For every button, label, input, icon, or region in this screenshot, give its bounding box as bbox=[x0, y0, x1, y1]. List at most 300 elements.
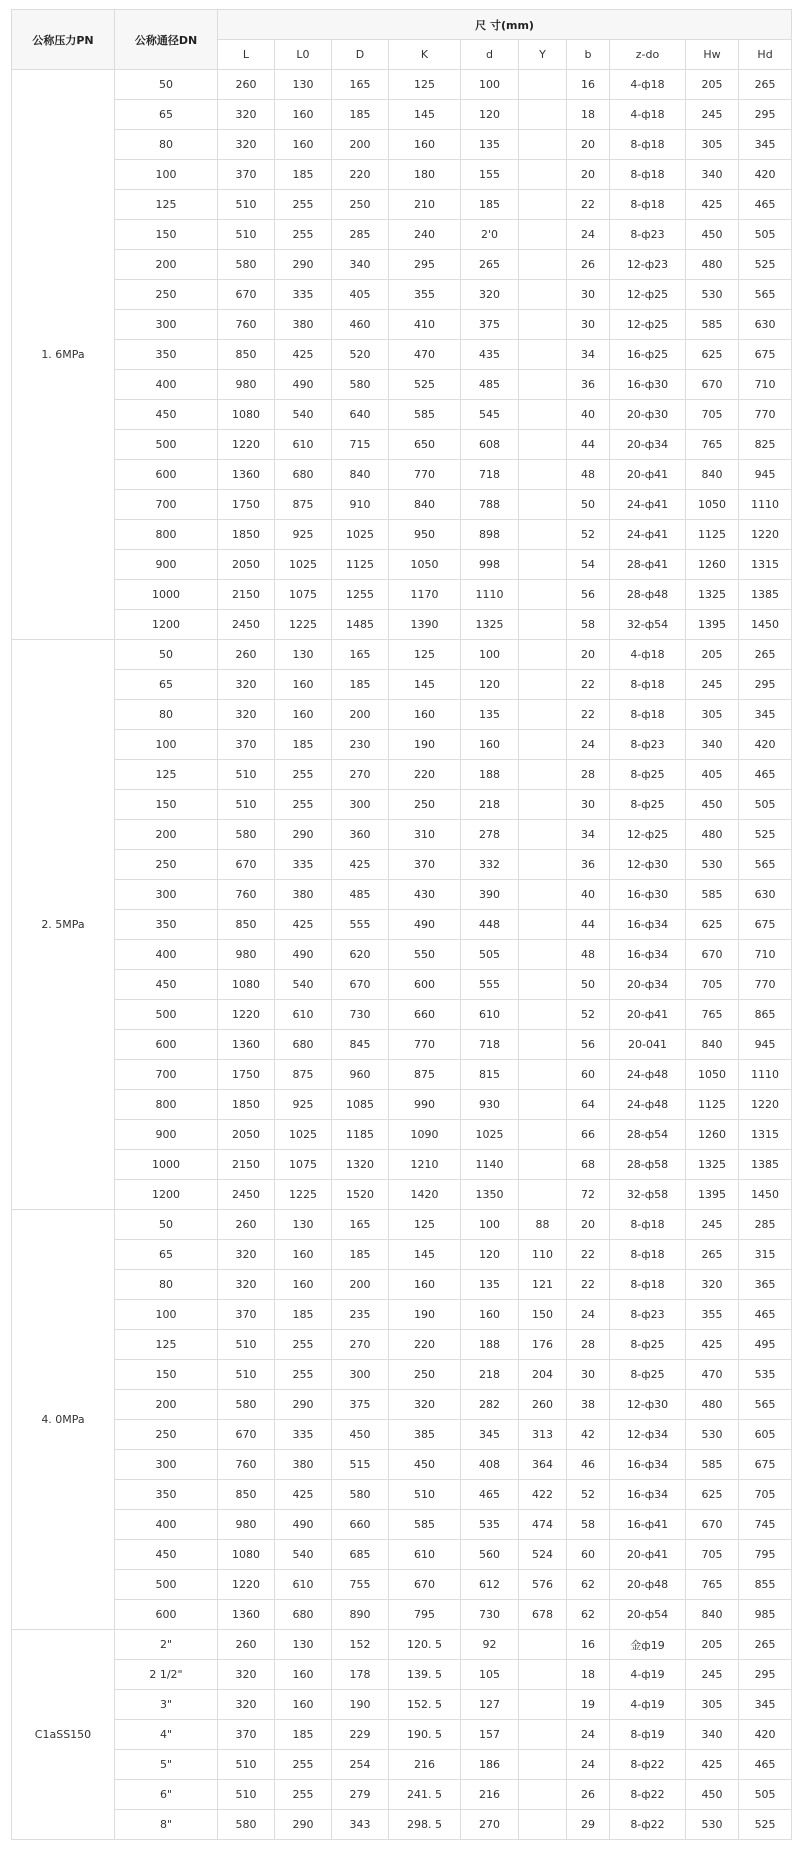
cell-y bbox=[519, 760, 567, 790]
cell-dn: 200 bbox=[115, 1390, 218, 1420]
cell-b: 64 bbox=[567, 1090, 610, 1120]
cell-k: 510 bbox=[389, 1480, 461, 1510]
cell-l0: 160 bbox=[275, 1240, 332, 1270]
cell-dn: 200 bbox=[115, 820, 218, 850]
cell-z-do: 8-ф18 bbox=[610, 130, 686, 160]
table-row bbox=[12, 550, 792, 580]
cell-l: 370 bbox=[218, 730, 275, 760]
cell-d-inner: 610 bbox=[461, 1000, 519, 1030]
table-row bbox=[12, 1240, 792, 1270]
cell-y: 524 bbox=[519, 1540, 567, 1570]
cell-dn: 6" bbox=[115, 1780, 218, 1810]
cell-d-outer: 890 bbox=[332, 1600, 389, 1630]
table-row bbox=[12, 820, 792, 850]
cell-z-do: 32-ф58 bbox=[610, 1180, 686, 1210]
cell-l0: 160 bbox=[275, 670, 332, 700]
cell-k: 125 bbox=[389, 640, 461, 670]
cell-z-do: 20-ф41 bbox=[610, 460, 686, 490]
cell-k: 241. 5 bbox=[389, 1780, 461, 1810]
cell-b: 24 bbox=[567, 1300, 610, 1330]
cell-d-inner: 730 bbox=[461, 1600, 519, 1630]
table-row bbox=[12, 130, 792, 160]
cell-k: 875 bbox=[389, 1060, 461, 1090]
cell-b: 24 bbox=[567, 730, 610, 760]
cell-d-outer: 1255 bbox=[332, 580, 389, 610]
cell-hd: 1220 bbox=[739, 520, 792, 550]
cell-y bbox=[519, 1060, 567, 1090]
cell-y bbox=[519, 490, 567, 520]
cell-l0: 160 bbox=[275, 1690, 332, 1720]
cell-dn: 800 bbox=[115, 1090, 218, 1120]
cell-dn: 1200 bbox=[115, 610, 218, 640]
cell-hd: 565 bbox=[739, 850, 792, 880]
cell-z-do: 8-ф18 bbox=[610, 700, 686, 730]
cell-l: 850 bbox=[218, 340, 275, 370]
cell-l0: 680 bbox=[275, 460, 332, 490]
cell-y bbox=[519, 1750, 567, 1780]
cell-hd: 535 bbox=[739, 1360, 792, 1390]
cell-l0: 680 bbox=[275, 1600, 332, 1630]
cell-d-outer: 185 bbox=[332, 670, 389, 700]
cell-d-outer: 515 bbox=[332, 1450, 389, 1480]
cell-l0: 160 bbox=[275, 1270, 332, 1300]
cell-dn: 400 bbox=[115, 370, 218, 400]
cell-l0: 255 bbox=[275, 1360, 332, 1390]
cell-d-outer: 840 bbox=[332, 460, 389, 490]
cell-l: 1220 bbox=[218, 430, 275, 460]
cell-b: 26 bbox=[567, 250, 610, 280]
cell-hw: 670 bbox=[686, 940, 739, 970]
cell-b: 44 bbox=[567, 430, 610, 460]
cell-b: 56 bbox=[567, 580, 610, 610]
cell-l: 670 bbox=[218, 850, 275, 880]
cell-l: 320 bbox=[218, 1240, 275, 1270]
cell-d-outer: 152 bbox=[332, 1630, 389, 1660]
cell-k: 1050 bbox=[389, 550, 461, 580]
cell-l: 510 bbox=[218, 1780, 275, 1810]
table-row bbox=[12, 1780, 792, 1810]
cell-hw: 1325 bbox=[686, 1150, 739, 1180]
cell-k: 430 bbox=[389, 880, 461, 910]
cell-y: 204 bbox=[519, 1360, 567, 1390]
cell-k: 310 bbox=[389, 820, 461, 850]
cell-b: 30 bbox=[567, 310, 610, 340]
cell-hw: 425 bbox=[686, 1750, 739, 1780]
cell-dn: 1000 bbox=[115, 580, 218, 610]
cell-hd: 365 bbox=[739, 1270, 792, 1300]
cell-k: 1420 bbox=[389, 1180, 461, 1210]
cell-y bbox=[519, 820, 567, 850]
dimension-table-container bbox=[11, 9, 792, 1840]
table-row bbox=[12, 1630, 792, 1660]
cell-b: 22 bbox=[567, 190, 610, 220]
cell-z-do: 8-ф22 bbox=[610, 1780, 686, 1810]
cell-d-inner: 160 bbox=[461, 1300, 519, 1330]
cell-hw: 625 bbox=[686, 1480, 739, 1510]
table-row bbox=[12, 280, 792, 310]
cell-dn: 250 bbox=[115, 1420, 218, 1450]
cell-b: 22 bbox=[567, 700, 610, 730]
cell-k: 795 bbox=[389, 1600, 461, 1630]
cell-l: 980 bbox=[218, 370, 275, 400]
cell-y bbox=[519, 250, 567, 280]
cell-k: 470 bbox=[389, 340, 461, 370]
cell-z-do: 8-ф22 bbox=[610, 1750, 686, 1780]
table-row bbox=[12, 1450, 792, 1480]
cell-k: 320 bbox=[389, 1390, 461, 1420]
cell-z-do: 8-ф18 bbox=[610, 670, 686, 700]
cell-d-outer: 755 bbox=[332, 1570, 389, 1600]
table-row bbox=[12, 1540, 792, 1570]
header-col-hw: Hw bbox=[686, 40, 739, 70]
cell-hd: 420 bbox=[739, 730, 792, 760]
cell-hw: 205 bbox=[686, 70, 739, 100]
table-row bbox=[12, 310, 792, 340]
cell-l: 1080 bbox=[218, 1540, 275, 1570]
cell-hd: 710 bbox=[739, 370, 792, 400]
cell-d-inner: 2'0 bbox=[461, 220, 519, 250]
cell-d-inner: 218 bbox=[461, 790, 519, 820]
cell-y bbox=[519, 1000, 567, 1030]
cell-d-inner: 186 bbox=[461, 1750, 519, 1780]
table-row bbox=[12, 70, 792, 100]
cell-k: 220 bbox=[389, 760, 461, 790]
table-row bbox=[12, 1510, 792, 1540]
cell-l: 260 bbox=[218, 1210, 275, 1240]
cell-d-inner: 100 bbox=[461, 1210, 519, 1240]
cell-k: 125 bbox=[389, 70, 461, 100]
cell-z-do: 8-ф25 bbox=[610, 1330, 686, 1360]
cell-z-do: 8-ф18 bbox=[610, 190, 686, 220]
cell-b: 18 bbox=[567, 100, 610, 130]
cell-z-do: 4-ф19 bbox=[610, 1690, 686, 1720]
cell-hw: 245 bbox=[686, 1660, 739, 1690]
table-row bbox=[12, 640, 792, 670]
cell-b: 22 bbox=[567, 1240, 610, 1270]
table-row bbox=[12, 1090, 792, 1120]
table-row bbox=[12, 1390, 792, 1420]
valve-dimension-table bbox=[11, 9, 792, 1840]
cell-z-do: 20-ф34 bbox=[610, 970, 686, 1000]
cell-d-outer: 730 bbox=[332, 1000, 389, 1030]
cell-z-do: 16-ф34 bbox=[610, 940, 686, 970]
cell-d-inner: 1325 bbox=[461, 610, 519, 640]
cell-dn: 5" bbox=[115, 1750, 218, 1780]
cell-b: 62 bbox=[567, 1600, 610, 1630]
cell-z-do: 12-ф25 bbox=[610, 280, 686, 310]
cell-hd: 865 bbox=[739, 1000, 792, 1030]
table-body bbox=[12, 70, 792, 1840]
cell-hw: 1260 bbox=[686, 1120, 739, 1150]
cell-l0: 1075 bbox=[275, 1150, 332, 1180]
cell-d-outer: 250 bbox=[332, 190, 389, 220]
cell-k: 160 bbox=[389, 1270, 461, 1300]
cell-k: 550 bbox=[389, 940, 461, 970]
cell-k: 610 bbox=[389, 1540, 461, 1570]
table-row bbox=[12, 850, 792, 880]
cell-l0: 875 bbox=[275, 490, 332, 520]
cell-y: 313 bbox=[519, 1420, 567, 1450]
cell-d-inner: 465 bbox=[461, 1480, 519, 1510]
cell-hd: 705 bbox=[739, 1480, 792, 1510]
cell-l0: 380 bbox=[275, 880, 332, 910]
cell-b: 28 bbox=[567, 760, 610, 790]
header-col-d-inner: d bbox=[461, 40, 519, 70]
cell-b: 48 bbox=[567, 940, 610, 970]
table-row bbox=[12, 580, 792, 610]
cell-y: 88 bbox=[519, 1210, 567, 1240]
cell-b: 38 bbox=[567, 1390, 610, 1420]
cell-hw: 705 bbox=[686, 1540, 739, 1570]
cell-z-do: 16-ф30 bbox=[610, 370, 686, 400]
table-row bbox=[12, 1300, 792, 1330]
cell-hw: 625 bbox=[686, 910, 739, 940]
cell-dn: 450 bbox=[115, 1540, 218, 1570]
cell-l0: 160 bbox=[275, 130, 332, 160]
cell-l: 260 bbox=[218, 1630, 275, 1660]
cell-z-do: 8-ф18 bbox=[610, 1210, 686, 1240]
cell-b: 52 bbox=[567, 1480, 610, 1510]
cell-y: 121 bbox=[519, 1270, 567, 1300]
cell-hd: 945 bbox=[739, 1030, 792, 1060]
cell-d-inner: 1110 bbox=[461, 580, 519, 610]
cell-dn: 4" bbox=[115, 1720, 218, 1750]
cell-l0: 875 bbox=[275, 1060, 332, 1090]
cell-z-do: 28-ф48 bbox=[610, 580, 686, 610]
cell-hw: 1395 bbox=[686, 610, 739, 640]
cell-k: 1170 bbox=[389, 580, 461, 610]
cell-l: 850 bbox=[218, 1480, 275, 1510]
cell-l0: 130 bbox=[275, 70, 332, 100]
cell-d-inner: 505 bbox=[461, 940, 519, 970]
cell-z-do: 28-ф58 bbox=[610, 1150, 686, 1180]
cell-dn: 100 bbox=[115, 730, 218, 760]
cell-y bbox=[519, 280, 567, 310]
cell-y: 364 bbox=[519, 1450, 567, 1480]
cell-b: 36 bbox=[567, 370, 610, 400]
cell-d-outer: 580 bbox=[332, 370, 389, 400]
cell-d-inner: 718 bbox=[461, 460, 519, 490]
cell-d-inner: 1140 bbox=[461, 1150, 519, 1180]
cell-d-inner: 100 bbox=[461, 70, 519, 100]
cell-d-outer: 285 bbox=[332, 220, 389, 250]
cell-dn: 600 bbox=[115, 460, 218, 490]
cell-z-do: 20-ф30 bbox=[610, 400, 686, 430]
cell-b: 62 bbox=[567, 1570, 610, 1600]
cell-dn: 450 bbox=[115, 400, 218, 430]
cell-d-inner: 408 bbox=[461, 1450, 519, 1480]
cell-d-outer: 300 bbox=[332, 790, 389, 820]
cell-hw: 705 bbox=[686, 970, 739, 1000]
cell-k: 295 bbox=[389, 250, 461, 280]
cell-d-inner: 278 bbox=[461, 820, 519, 850]
cell-b: 46 bbox=[567, 1450, 610, 1480]
cell-l: 320 bbox=[218, 130, 275, 160]
cell-y bbox=[519, 730, 567, 760]
cell-k: 450 bbox=[389, 1450, 461, 1480]
cell-hd: 505 bbox=[739, 790, 792, 820]
cell-dn: 600 bbox=[115, 1030, 218, 1060]
cell-z-do: 20-041 bbox=[610, 1030, 686, 1060]
cell-l0: 425 bbox=[275, 1480, 332, 1510]
cell-hw: 480 bbox=[686, 250, 739, 280]
cell-dn: 8" bbox=[115, 1810, 218, 1840]
cell-hd: 1385 bbox=[739, 1150, 792, 1180]
cell-d-outer: 229 bbox=[332, 1720, 389, 1750]
table-row bbox=[12, 1030, 792, 1060]
cell-z-do: 12-ф34 bbox=[610, 1420, 686, 1450]
cell-hw: 205 bbox=[686, 1630, 739, 1660]
cell-dn: 900 bbox=[115, 1120, 218, 1150]
header-nominal-pressure: 公称压力PN bbox=[12, 10, 115, 70]
table-row bbox=[12, 190, 792, 220]
cell-b: 60 bbox=[567, 1060, 610, 1090]
cell-l: 320 bbox=[218, 700, 275, 730]
cell-k: 220 bbox=[389, 1330, 461, 1360]
cell-hw: 530 bbox=[686, 1810, 739, 1840]
cell-d-outer: 1320 bbox=[332, 1150, 389, 1180]
cell-dn: 1000 bbox=[115, 1150, 218, 1180]
cell-k: 190 bbox=[389, 730, 461, 760]
cell-l0: 610 bbox=[275, 1570, 332, 1600]
cell-l: 1220 bbox=[218, 1570, 275, 1600]
cell-dn: 600 bbox=[115, 1600, 218, 1630]
cell-l: 510 bbox=[218, 220, 275, 250]
cell-d-inner: 535 bbox=[461, 1510, 519, 1540]
cell-y bbox=[519, 940, 567, 970]
cell-hd: 465 bbox=[739, 1750, 792, 1780]
cell-z-do: 24-ф41 bbox=[610, 490, 686, 520]
table-row bbox=[12, 670, 792, 700]
cell-d-inner: 320 bbox=[461, 280, 519, 310]
cell-b: 72 bbox=[567, 1180, 610, 1210]
cell-d-inner: 998 bbox=[461, 550, 519, 580]
cell-b: 58 bbox=[567, 1510, 610, 1540]
cell-d-inner: 375 bbox=[461, 310, 519, 340]
header-col-z-do: z-do bbox=[610, 40, 686, 70]
cell-dn: 80 bbox=[115, 130, 218, 160]
cell-k: 216 bbox=[389, 1750, 461, 1780]
cell-k: 240 bbox=[389, 220, 461, 250]
cell-hw: 480 bbox=[686, 1390, 739, 1420]
cell-z-do: 4-ф18 bbox=[610, 100, 686, 130]
header-col-y: Y bbox=[519, 40, 567, 70]
header-col-l: L bbox=[218, 40, 275, 70]
cell-l: 260 bbox=[218, 70, 275, 100]
cell-hw: 765 bbox=[686, 1000, 739, 1030]
cell-hd: 265 bbox=[739, 1630, 792, 1660]
cell-z-do: 20-ф41 bbox=[610, 1000, 686, 1030]
pressure-group-label: 2. 5MPa bbox=[12, 640, 115, 1210]
cell-z-do: 8-ф25 bbox=[610, 760, 686, 790]
cell-k: 125 bbox=[389, 1210, 461, 1240]
cell-d-inner: 282 bbox=[461, 1390, 519, 1420]
cell-l: 260 bbox=[218, 640, 275, 670]
cell-z-do: 8-ф18 bbox=[610, 160, 686, 190]
cell-dn: 65 bbox=[115, 1240, 218, 1270]
cell-y bbox=[519, 1180, 567, 1210]
cell-hw: 355 bbox=[686, 1300, 739, 1330]
cell-d-outer: 165 bbox=[332, 70, 389, 100]
cell-d-outer: 185 bbox=[332, 1240, 389, 1270]
cell-d-inner: 435 bbox=[461, 340, 519, 370]
cell-hd: 465 bbox=[739, 1300, 792, 1330]
cell-l0: 130 bbox=[275, 640, 332, 670]
cell-hd: 420 bbox=[739, 160, 792, 190]
cell-hw: 305 bbox=[686, 130, 739, 160]
cell-k: 585 bbox=[389, 400, 461, 430]
cell-d-outer: 185 bbox=[332, 100, 389, 130]
cell-hw: 1125 bbox=[686, 1090, 739, 1120]
cell-z-do: 8-ф19 bbox=[610, 1720, 686, 1750]
cell-l: 2150 bbox=[218, 1150, 275, 1180]
cell-y bbox=[519, 70, 567, 100]
cell-l0: 290 bbox=[275, 250, 332, 280]
cell-k: 770 bbox=[389, 1030, 461, 1060]
cell-b: 44 bbox=[567, 910, 610, 940]
cell-hw: 840 bbox=[686, 1600, 739, 1630]
cell-dn: 125 bbox=[115, 190, 218, 220]
cell-hw: 245 bbox=[686, 100, 739, 130]
cell-y bbox=[519, 190, 567, 220]
cell-d-inner: 188 bbox=[461, 760, 519, 790]
cell-hw: 1050 bbox=[686, 1060, 739, 1090]
cell-z-do: 4-ф18 bbox=[610, 640, 686, 670]
cell-d-inner: 788 bbox=[461, 490, 519, 520]
cell-d-outer: 1025 bbox=[332, 520, 389, 550]
cell-d-outer: 165 bbox=[332, 1210, 389, 1240]
cell-z-do: 20-ф48 bbox=[610, 1570, 686, 1600]
cell-hd: 605 bbox=[739, 1420, 792, 1450]
cell-z-do: 20-ф54 bbox=[610, 1600, 686, 1630]
cell-hw: 425 bbox=[686, 190, 739, 220]
cell-k: 410 bbox=[389, 310, 461, 340]
cell-d-outer: 340 bbox=[332, 250, 389, 280]
cell-l0: 610 bbox=[275, 430, 332, 460]
cell-l: 1750 bbox=[218, 1060, 275, 1090]
cell-dn: 500 bbox=[115, 430, 218, 460]
cell-d-outer: 1125 bbox=[332, 550, 389, 580]
cell-y: 110 bbox=[519, 1240, 567, 1270]
cell-y bbox=[519, 670, 567, 700]
cell-hw: 425 bbox=[686, 1330, 739, 1360]
cell-l: 510 bbox=[218, 760, 275, 790]
cell-b: 24 bbox=[567, 220, 610, 250]
cell-k: 145 bbox=[389, 670, 461, 700]
cell-z-do: 4-ф19 bbox=[610, 1660, 686, 1690]
cell-hw: 530 bbox=[686, 280, 739, 310]
cell-hd: 1385 bbox=[739, 580, 792, 610]
cell-hd: 495 bbox=[739, 1330, 792, 1360]
cell-l: 580 bbox=[218, 820, 275, 850]
cell-d-outer: 450 bbox=[332, 1420, 389, 1450]
cell-y bbox=[519, 100, 567, 130]
cell-hd: 855 bbox=[739, 1570, 792, 1600]
cell-y: 422 bbox=[519, 1480, 567, 1510]
header-col-b: b bbox=[567, 40, 610, 70]
cell-z-do: 8-ф23 bbox=[610, 1300, 686, 1330]
cell-hw: 265 bbox=[686, 1240, 739, 1270]
cell-hw: 450 bbox=[686, 1780, 739, 1810]
cell-l0: 335 bbox=[275, 1420, 332, 1450]
cell-k: 1090 bbox=[389, 1120, 461, 1150]
cell-d-inner: 120 bbox=[461, 670, 519, 700]
table-row bbox=[12, 250, 792, 280]
cell-d-outer: 178 bbox=[332, 1660, 389, 1690]
cell-dn: 800 bbox=[115, 520, 218, 550]
table-row bbox=[12, 1420, 792, 1450]
cell-d-outer: 1485 bbox=[332, 610, 389, 640]
